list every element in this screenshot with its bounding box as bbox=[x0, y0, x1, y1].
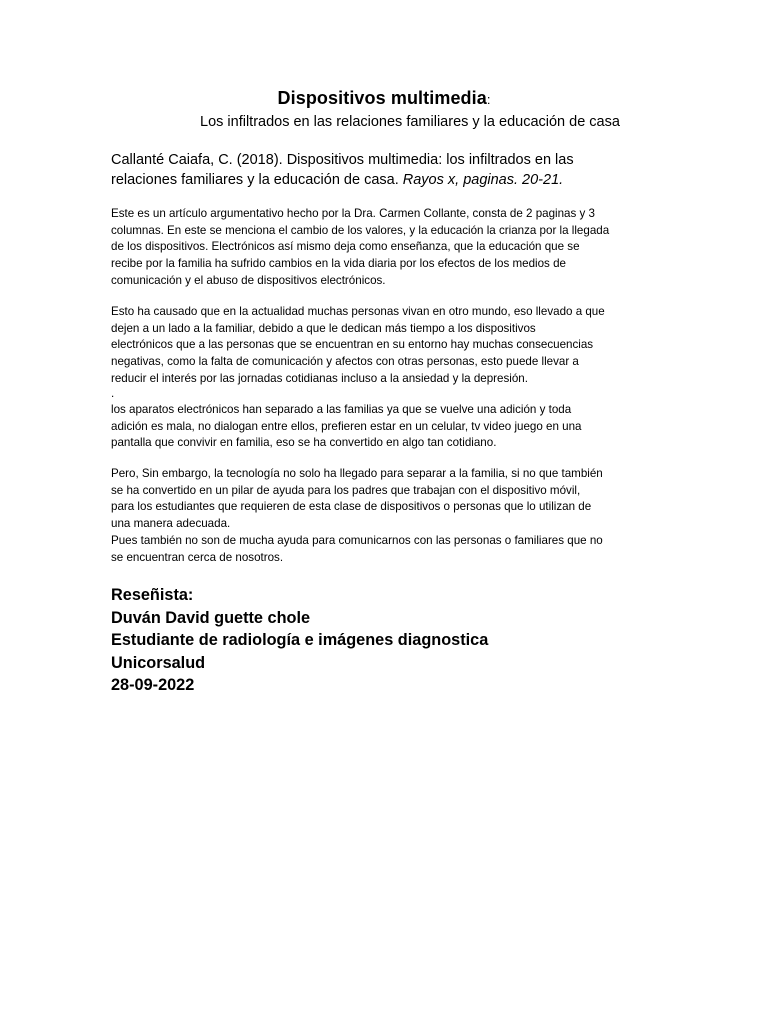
paragraph-summary bbox=[111, 206, 656, 290]
paragraph-line: Este es un artículo argumentativo hecho por la Dra. Carmen Collante, consta de 2 paginas y 3 bbox=[111, 207, 595, 220]
citation-source: Rayos x, paginas. 20-21. bbox=[402, 172, 564, 188]
paragraph-line: comunicación y el abuso de dispositivos electrónicos. bbox=[111, 273, 386, 287]
paragraph-benefits bbox=[111, 466, 656, 566]
paragraph-line: de los dispositivos. Electrónicos así mismo deja como enseñanza, que la educación que se bbox=[111, 240, 580, 254]
paragraph-line: recibe por la familia ha sufrido cambios en la vida diaria por los efectos de los medios de bbox=[111, 257, 566, 271]
reviewer-role: Estudiante de radiología e imágenes diagnostica bbox=[111, 631, 489, 649]
paragraph-line: adición es mala, no dialogan entre ellos, prefieren estar en un celular, tv video juego en una bbox=[111, 419, 582, 433]
paragraph-line: se encuentran cerca de nosotros. bbox=[111, 550, 284, 564]
paragraph-line: para los estudiantes que requieren de esta clase de dispositivos o personas que lo utilizan de bbox=[111, 500, 592, 514]
document-title: Dispositivos multimedia bbox=[277, 88, 487, 108]
paragraph-line: se ha convertido en un pilar de ayuda para los padres que trabajan con el dispositivo móvil, bbox=[111, 483, 581, 497]
reviewer-institution: Unicorsalud bbox=[111, 653, 206, 672]
paragraph-line: . bbox=[111, 387, 115, 400]
title-colon: : bbox=[486, 92, 491, 107]
reviewer-label: Reseñista: bbox=[111, 586, 194, 604]
paragraph-line: electrónicos que a las personas que se encuentran en su entorno hay muchas consecuencias bbox=[111, 338, 594, 352]
title-block bbox=[0, 88, 768, 109]
citation bbox=[111, 150, 631, 190]
paragraph-line: reducir el interés por las jornadas cotidianas incluso a la ansiedad y la depresión. bbox=[111, 371, 528, 385]
document-subtitle: Los infiltrados en las relaciones familiares y la educación de casa bbox=[200, 114, 620, 130]
paragraph-line: una manera adecuada. bbox=[111, 517, 231, 531]
reviewer-name: Duván David guette chole bbox=[111, 608, 311, 627]
paragraph-line: los aparatos electrónicos han separado a las familias ya que se vuelve una adición y toda bbox=[111, 403, 572, 416]
reviewer-date: 28-09-2022 bbox=[111, 676, 195, 694]
paragraph-consequences bbox=[111, 304, 656, 388]
paragraph-line: Pues también no son de mucha ayuda para comunicarnos con las personas o familiares que no bbox=[111, 533, 603, 547]
citation-text: Callanté Caiafa, C. (2018). Dispositivos multimedia: los infiltrados en las relaciones familiares y la educación de casa. bbox=[111, 152, 574, 188]
paragraph-line: Pero, Sin embargo, la tecnología no solo ha llegado para separar a la familia, si no que también bbox=[111, 467, 603, 480]
reviewer-block bbox=[111, 584, 488, 697]
paragraph-line: columnas. En este se menciona el cambio de los valores, y la educación la crianza por la llegada bbox=[111, 223, 610, 237]
paragraph-line: dejen a un lado a la familiar, debido a que le dedican más tiempo a los dispositivos bbox=[111, 321, 536, 335]
stray-period bbox=[111, 386, 656, 403]
paragraph-separation bbox=[111, 402, 656, 452]
paragraph-line: negativas, como la falta de comunicación y afectos con otras personas, esto puede llevar a bbox=[111, 355, 579, 369]
paragraph-line: Esto ha causado que en la actualidad muchas personas vivan en otro mundo, eso llevado a que bbox=[111, 305, 605, 318]
paragraph-line: pantalla que convivir en familia, eso se ha convertido en algo tan cotidiano. bbox=[111, 436, 497, 450]
